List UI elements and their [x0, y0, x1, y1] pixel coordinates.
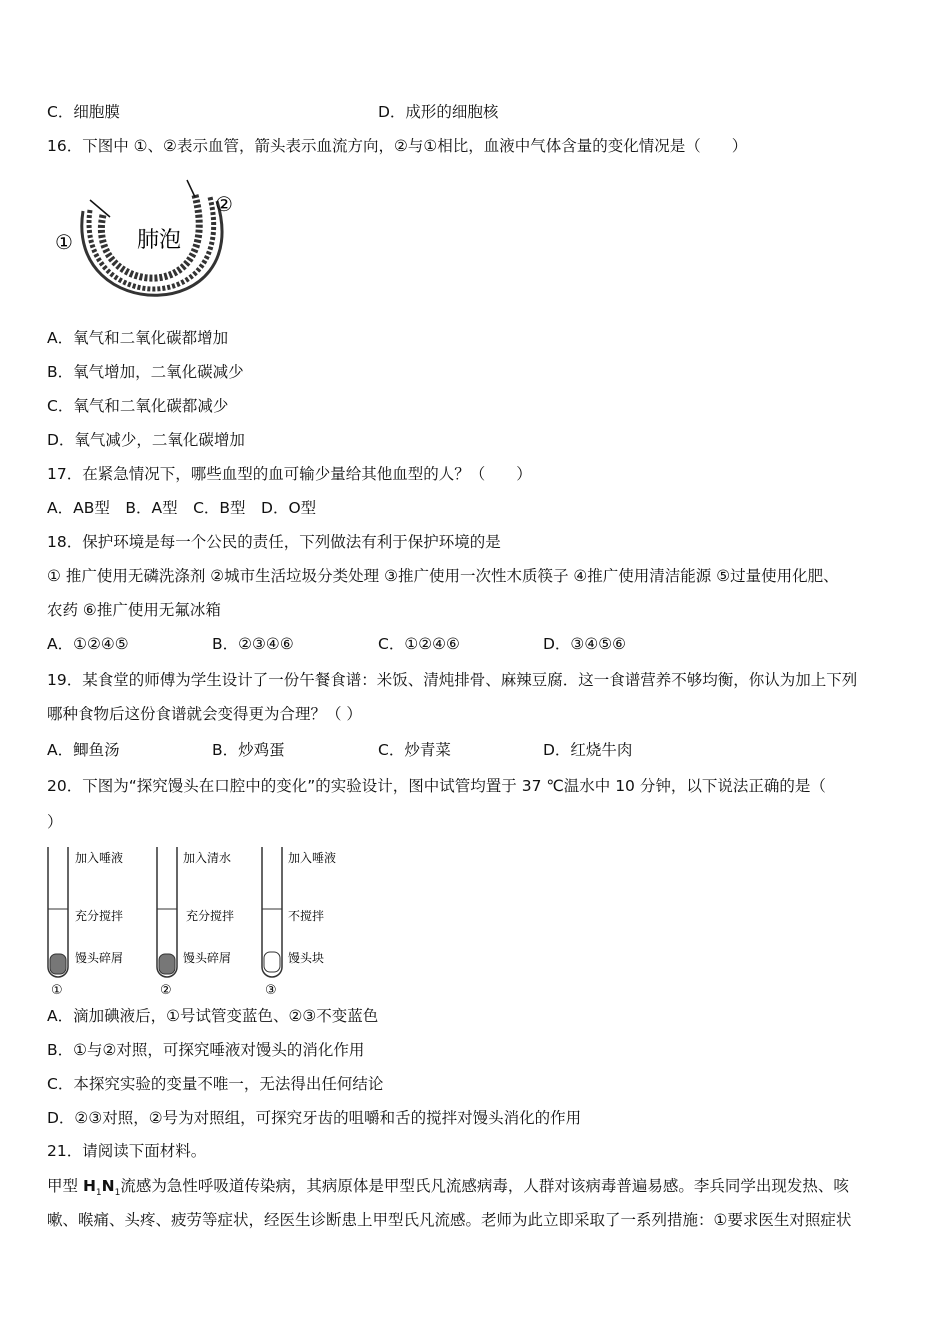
q19-option-b: B．炒鸡蛋 — [212, 741, 285, 759]
q19-option-a: A．鲫鱼汤 — [47, 741, 120, 759]
q18-option-b: B．②③④⑥ — [212, 635, 294, 653]
text: N — [101, 1177, 115, 1195]
q16-option-c: C．氧气和二氧化碳都减少 — [47, 397, 229, 415]
question-16-stem: 16．下图中 ①、②表示血管，箭头表示血流方向，②与①相比，血液中气体含量的变化情况是（ ） — [47, 137, 748, 155]
tube-1-num: ① — [51, 983, 63, 998]
q21-paragraph-line1 — [47, 1176, 849, 1203]
tube-2-mid: 充分搅拌 — [186, 909, 235, 923]
tube-3-top: 加入唾液 — [288, 851, 337, 865]
bread-chunk — [264, 952, 280, 972]
text: 流感为急性呼吸道传染病，其病原体是甲型氏凡流感病毒，人群对该病毒普遍易感。李兵同学出现发热、咳 — [120, 1177, 849, 1195]
q20-option-c: C．本探究实验的变量不唯一，无法得出任何结论 — [47, 1075, 384, 1093]
vessel-2-label: ② — [215, 192, 233, 216]
bread-crumbs — [50, 954, 66, 974]
question-19-line1: 19．某食堂的师傅为学生设计了一份午餐食谱：米饭、清炖排骨、麻辣豆腐．这一食谱营养不够均衡，你认为加上下列 — [47, 671, 858, 689]
q16-option-a: A．氧气和二氧化碳都增加 — [47, 329, 229, 347]
tube-2-bot: 馒头碎屑 — [183, 951, 232, 965]
question-18-stem: 18．保护环境是每一个公民的责任，下列做法有利于保护环境的是 — [47, 533, 501, 551]
q19-option-c: C．炒青菜 — [378, 741, 451, 759]
q18-list-line2: 农药 ⑥推广使用无氟冰箱 — [47, 601, 221, 619]
tube-1-mid: 充分搅拌 — [75, 909, 124, 923]
q20-option-b: B．①与②对照，可探究唾液对馒头的消化作用 — [47, 1041, 365, 1059]
tube-2-top: 加入清水 — [183, 851, 232, 865]
bread-crumbs — [159, 954, 175, 974]
option-c: C．细胞膜 — [47, 103, 120, 121]
text: H — [82, 1177, 96, 1195]
question-20-line2: ） — [47, 813, 63, 831]
tube-3-num: ③ — [265, 983, 277, 998]
tube-2-num: ② — [160, 983, 172, 998]
q18-option-a: A．①②④⑤ — [47, 635, 129, 653]
tube-3-mid: 不搅拌 — [288, 909, 325, 923]
alveolus-diagram — [55, 175, 255, 315]
question-19-line2: 哪种食物后这份食谱就会变得更为合理？（ ） — [47, 705, 362, 723]
q18-list-line1: ① 推广使用无磷洗涤剂 ②城市生活垃圾分类处理 ③推广使用一次性木质筷子 ④推广使用清洁能源 ⑤过量使用化肥、 — [47, 567, 839, 585]
q19-option-d: D．红烧牛肉 — [543, 741, 633, 759]
q21-paragraph-line2: 嗽、喉痛、头疼、疲劳等症状，经医生诊断患上甲型氏凡流感。老师为此立即采取了一系列措施：①要求医生对照症状 — [47, 1211, 852, 1229]
tube-1-bot: 馒头碎屑 — [75, 951, 124, 965]
text: 1 — [95, 1188, 102, 1199]
tube-1-top: 加入唾液 — [75, 851, 124, 865]
text: 1 — [114, 1188, 121, 1199]
q20-option-d: D．②③对照，②号为对照组，可探究牙齿的咀嚼和舌的搅拌对馒头消化的作用 — [47, 1109, 582, 1127]
q17-options: A．AB型 B．A型 C．B型 D．O型 — [47, 499, 317, 517]
question-17-stem: 17．在紧急情况下，哪些血型的血可输少量给其他血型的人？（ ） — [47, 465, 532, 483]
question-21-stem: 21．请阅读下面材料。 — [47, 1142, 207, 1160]
text: 甲型 — [47, 1177, 83, 1195]
option-d: D．成形的细胞核 — [378, 103, 499, 121]
q16-option-b: B．氧气增加，二氧化碳减少 — [47, 363, 244, 381]
vessel-1-label: ① — [55, 230, 73, 254]
q20-option-a: A．滴加碘液后，①号试管变蓝色、②③不变蓝色 — [47, 1007, 379, 1025]
alveolus-label: 肺泡 — [137, 228, 182, 253]
q16-option-d: D．氧气减少，二氧化碳增加 — [47, 431, 245, 449]
q18-option-d: D．③④⑤⑥ — [543, 635, 627, 653]
test-tube-diagram — [40, 842, 360, 1000]
q18-option-c: C．①②④⑥ — [378, 635, 460, 653]
question-20-line1: 20．下图为“探究馒头在口腔中的变化”的实验设计，图中试管均置于 37 ℃温水中 10 分钟，以下说法正确的是（ — [47, 777, 826, 795]
tube-3-bot: 馒头块 — [288, 951, 325, 965]
